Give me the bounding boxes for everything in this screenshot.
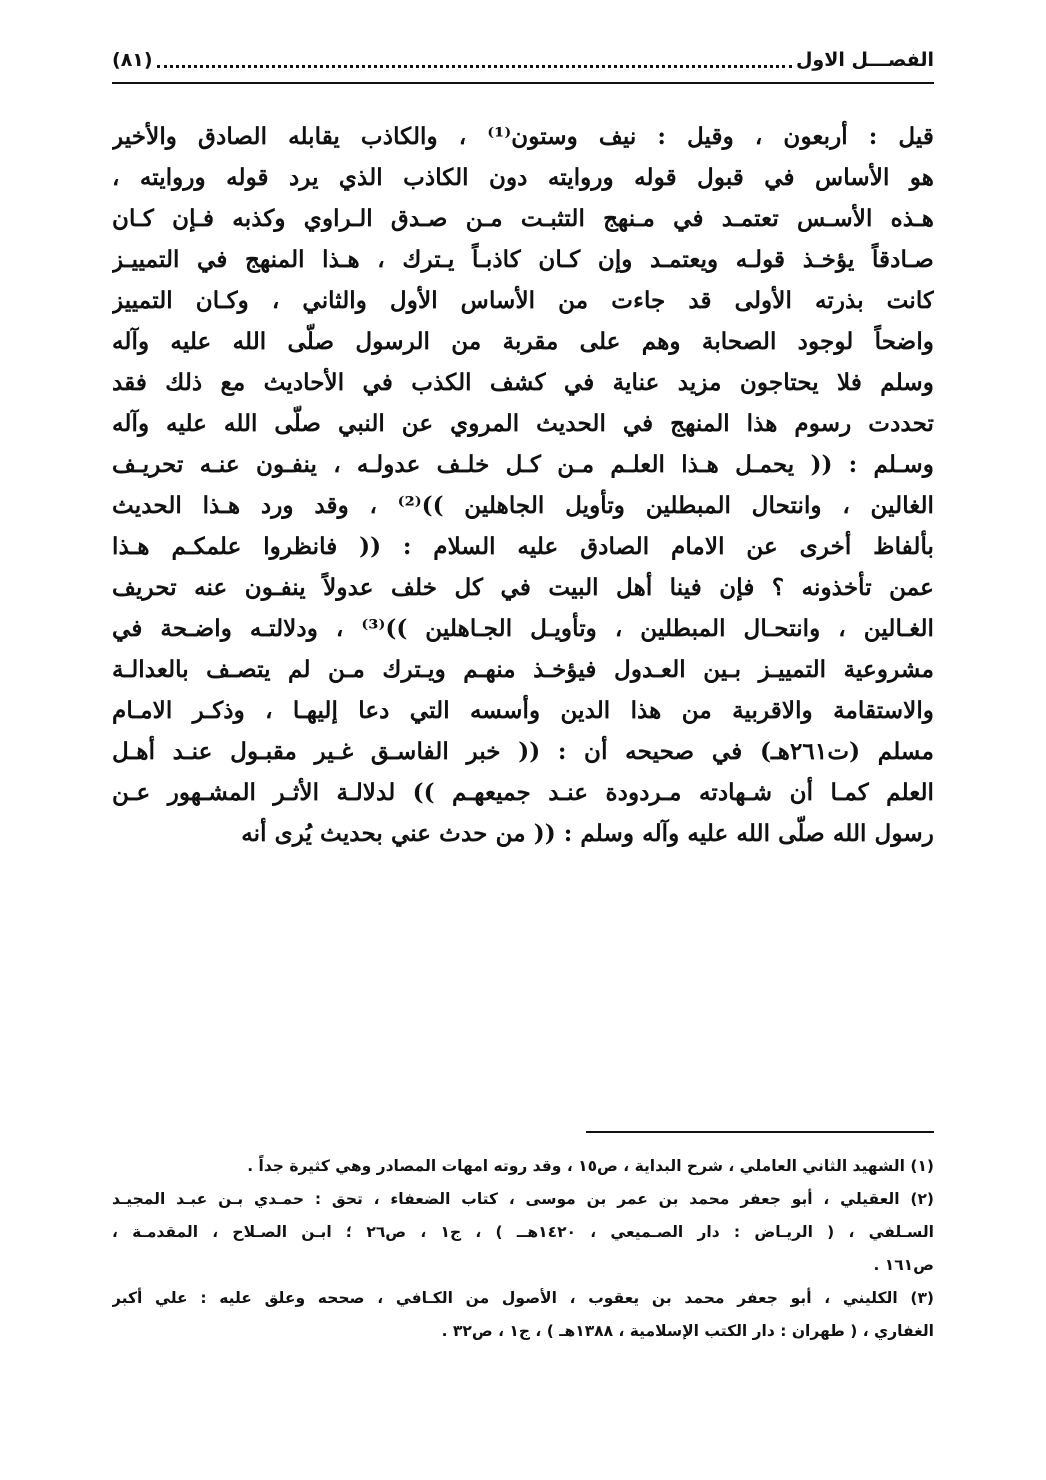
footnote-line: (١) الشهيد الثاني العاملي ، شرح البداية ، ص١٥ ، وقد روته امهات المصادر وهي كثيرة جداً . (247, 1157, 934, 1175)
footnote-separator (586, 1131, 934, 1133)
body-line: كانت بذرته الأولى قد جاءت من الأساس الأول والثاني ، وكـان التمييز (112, 287, 934, 314)
body-line: رسول الله صلّى الله عليه وآله وسلم : (( من حدث عني بحديث يُرى أنه (241, 820, 934, 847)
body-line: قيل : أربعون ، وقيل : نيف وستون⁽¹⁾ ، والكاذب يقابله الصادق والأخير (112, 123, 934, 150)
footnotes (112, 1150, 934, 1348)
body-line: وسلم فلا يحتاجون مزيد عناية في كشف الكذب في الأحاديث مع ذلك فقد (112, 369, 934, 396)
body-line: والاستقامة والاقربية من هذا الدين وأسسه التي دعا إليهـا ، وذكـر الامـام (112, 697, 934, 724)
footnote-line: ص١٦١ . (873, 1256, 934, 1274)
chapter-title: الفصـــل الاول (795, 49, 934, 71)
body-line: هـذه الأسـس تعتمـد في مـنهج التثبـت مـن صـدق الـراوي وكذبه فـإن كـان (112, 205, 934, 232)
footnote-line: (٢) العقيلي ، أبو جعفر محمد بن عمر بن موسى ، كتاب الضعفاء ، تحق : حمـدي بـن عبـد المجيـد (112, 1190, 934, 1208)
body-line: تحددت رسوم هذا المنهج في الحديث المروي عن النبي صلّى الله عليه وآله (112, 410, 934, 437)
footnote-3 (112, 1282, 934, 1348)
leader-dots (157, 61, 792, 68)
body-line: بألفاظ أخرى عن الامام الصادق عليه السلام : (( فانظروا علمكـم هـذا (112, 533, 934, 560)
body-line: عمن تأخذونه ؟ فإن فينا أهل البيت في كل خلف عدولاً ينفـون عنه تحريف (112, 574, 934, 601)
header-rule (112, 82, 934, 84)
running-header (112, 40, 934, 80)
body-line: الغالين ، وانتحال المبطلين وتأويل الجاهلين ))⁽²⁾ ، وقد ورد هـذا الحديث (112, 492, 934, 519)
footnote-line: السـلفي ، ( الريـاض : دار الصـميعي ، ١٤٢٠هــ ) ، ج١ ، ص٢٦ ؛ ابـن الصـلاح ، المقدمـة ، (112, 1223, 934, 1241)
footnote-2 (112, 1183, 934, 1282)
footnote-line: (٣) الكليني ، أبو جعفر محمد بن يعقوب ، الأصول من الكـافي ، صححه وعلق عليه : علي أكبر (112, 1289, 934, 1307)
body-paragraph (112, 116, 934, 854)
footnote-line: الغفاري ، ( طهران : دار الكتب الإسلامية ، ١٣٨٨هـ ) ، ج١ ، ص٣٢ . (441, 1322, 934, 1340)
body-line: واضحاً لوجود الصحابة وهم على مقربة من الرسول صلّى الله عليه وآله (112, 328, 934, 355)
body-line: العلم كمـا أن شـهادته مـردودة عنـد جميعهـم )) لدلالـة الأثـر المشـهور عـن (112, 779, 934, 806)
body-line: صـادقاً يؤخـذ قولـه ويعتمـد وإن كـان كاذبـاً يـترك ، هـذا المنهج في التمييـز (112, 246, 934, 273)
body-line: هو الأساس في قبول قوله وروايته دون الكاذب الذي يرد قوله وروايته ، (112, 164, 934, 191)
body-line: مشروعية التمييـز بـين العـدول فيؤخـذ منهـم ويـترك مـن لم يتصـف بالعدالـة (112, 656, 934, 683)
body-line: مسلم (ت٢٦١هـ) في صحيحه أن : (( خبر الفاسـق غـير مقبـول عنـد أهـل (112, 738, 934, 765)
footnote-1 (112, 1150, 934, 1183)
page-number: (٨١) (112, 49, 153, 71)
body-line: الغـالين ، وانتحـال المبطلين ، وتأويـل الجـاهلين ))⁽³⁾ ، ودلالتـه واضـحة في (112, 615, 934, 642)
body-line: وسـلم : (( يحمـل هـذا العلـم مـن كـل خلـف عدولـه ، ينفـون عنـه تحريـف (112, 451, 934, 478)
